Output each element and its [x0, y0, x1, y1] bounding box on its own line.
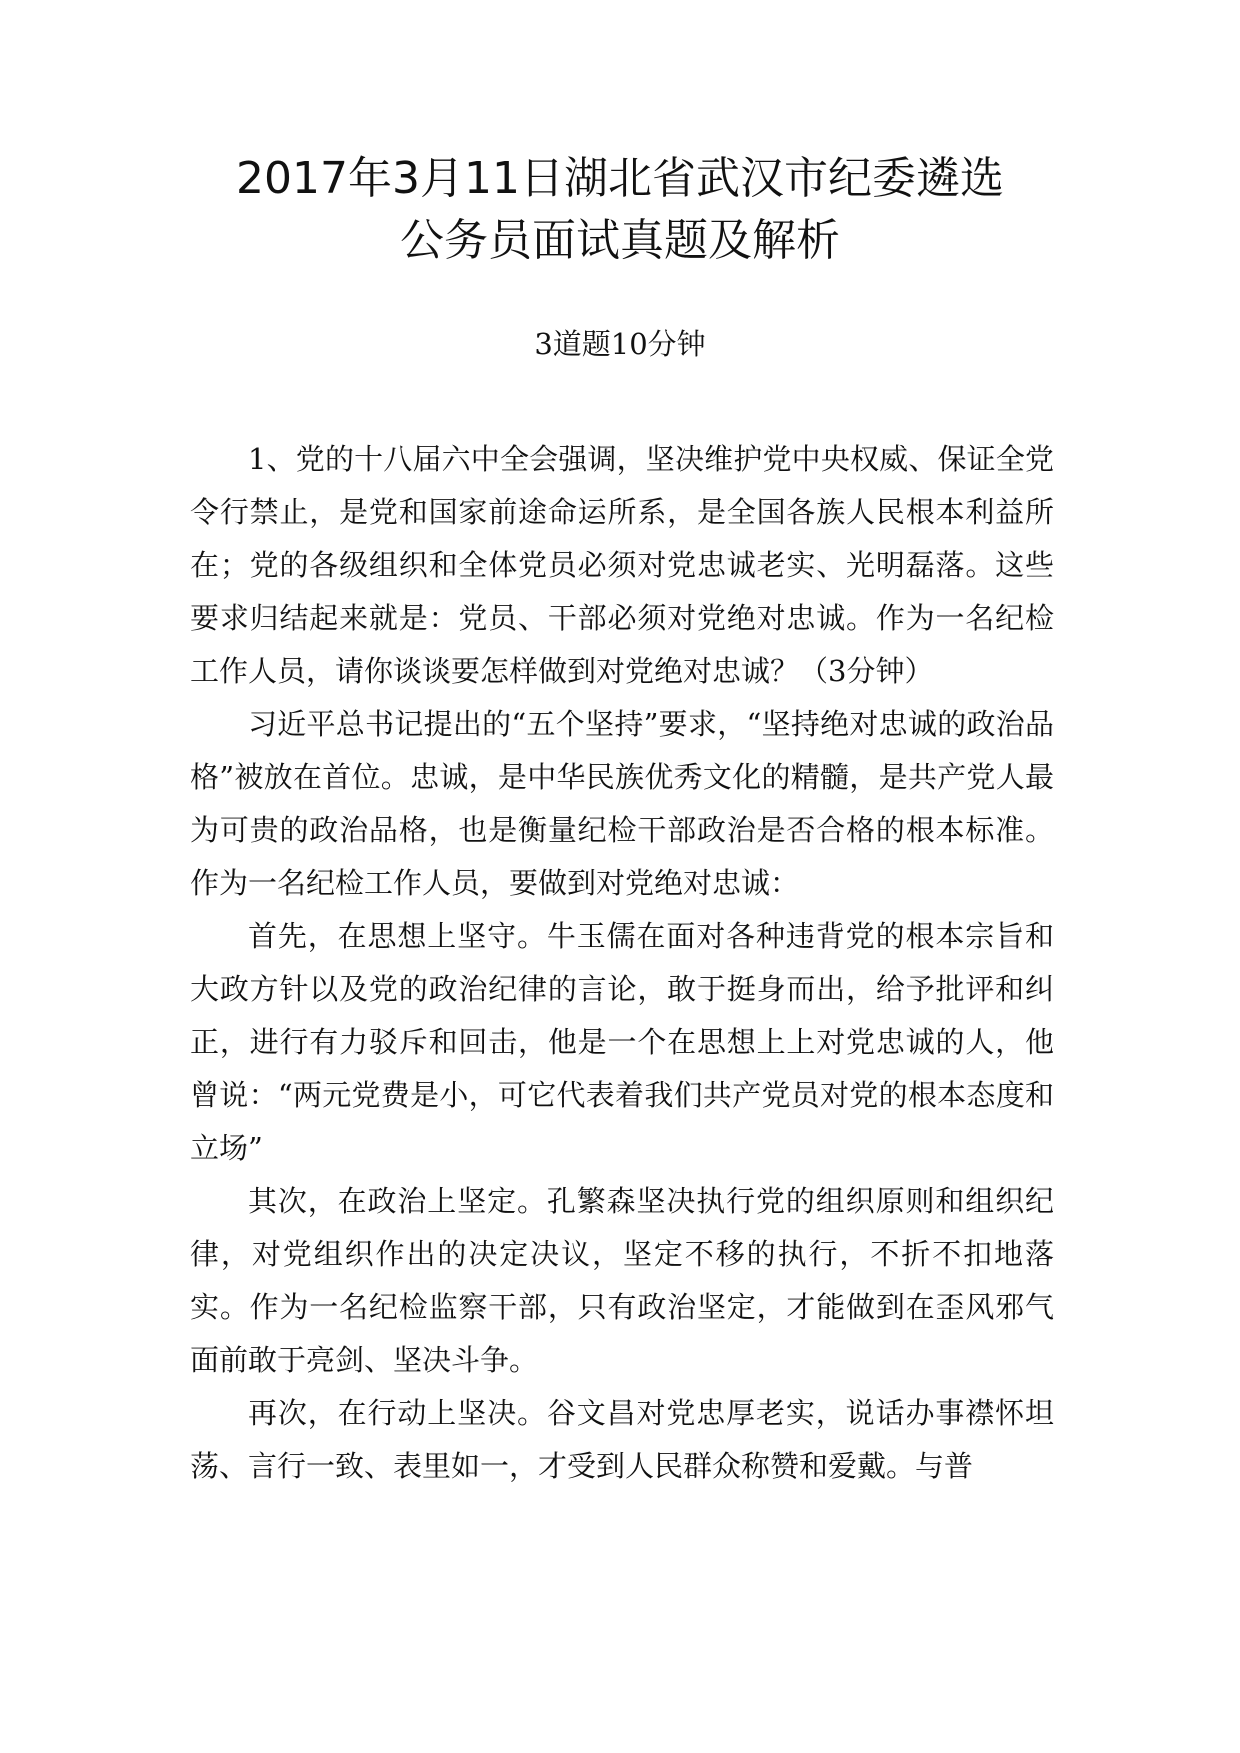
title-line-1: 2017年3月11日湖北省武汉市纪委遴选	[236, 153, 1004, 204]
answer-point-1-paragraph: 首先，在思想上坚守。牛玉儒在面对各种违背党的根本宗旨和大政方针以及党的政治纪律的言论，敢于挺身而出，给予批评和纠正，进行有力驳斥和回击，他是一个在思想上上对党忠诚的人，他曾说：“两元党费是小，可它代表着我们共产党员对党的根本态度和立场”	[190, 919, 1054, 1165]
answer-point-3-paragraph: 再次，在行动上坚决。谷文昌对党忠厚老实，说话办事襟怀坦荡、言行一致、表里如一，才受到人民群众称赞和爱戴。与普	[190, 1396, 1054, 1483]
document-title	[0, 148, 1240, 272]
answer-point-2-paragraph: 其次，在政治上坚定。孔繁森坚决执行党的组织原则和组织纪律，对党组织作出的决定决议，坚定不移的执行，不折不扣地落实。作为一名纪检监察干部，只有政治坚定，才能做到在歪风邪气面前敢于亮剑、坚决斗争。	[190, 1184, 1054, 1377]
title-line-2: 公务员面试真题及解析	[400, 215, 840, 266]
answer-intro-paragraph: 习近平总书记提出的“五个坚持”要求，“坚持绝对忠诚的政治品格”被放在首位。忠诚，是中华民族优秀文化的精髓，是共产党人最为可贵的政治品格，也是衡量纪检干部政治是否合格的根本标准。作为一名纪检工作人员，要做到对党绝对忠诚：	[190, 707, 1054, 900]
question-1-paragraph: 1、党的十八届六中全会强调，坚决维护党中央权威、保证全党令行禁止，是党和国家前途命运所系，是全国各族人民根本利益所在；党的各级组织和全体党员必须对党忠诚老实、光明磊落。这些要求归结起来就是：党员、干部必须对党绝对忠诚。作为一名纪检工作人员，请你谈谈要怎样做到对党绝对忠诚？（3分钟）	[190, 442, 1054, 688]
document-subtitle: 3道题10分钟	[534, 327, 706, 361]
document-body	[190, 433, 1054, 1493]
